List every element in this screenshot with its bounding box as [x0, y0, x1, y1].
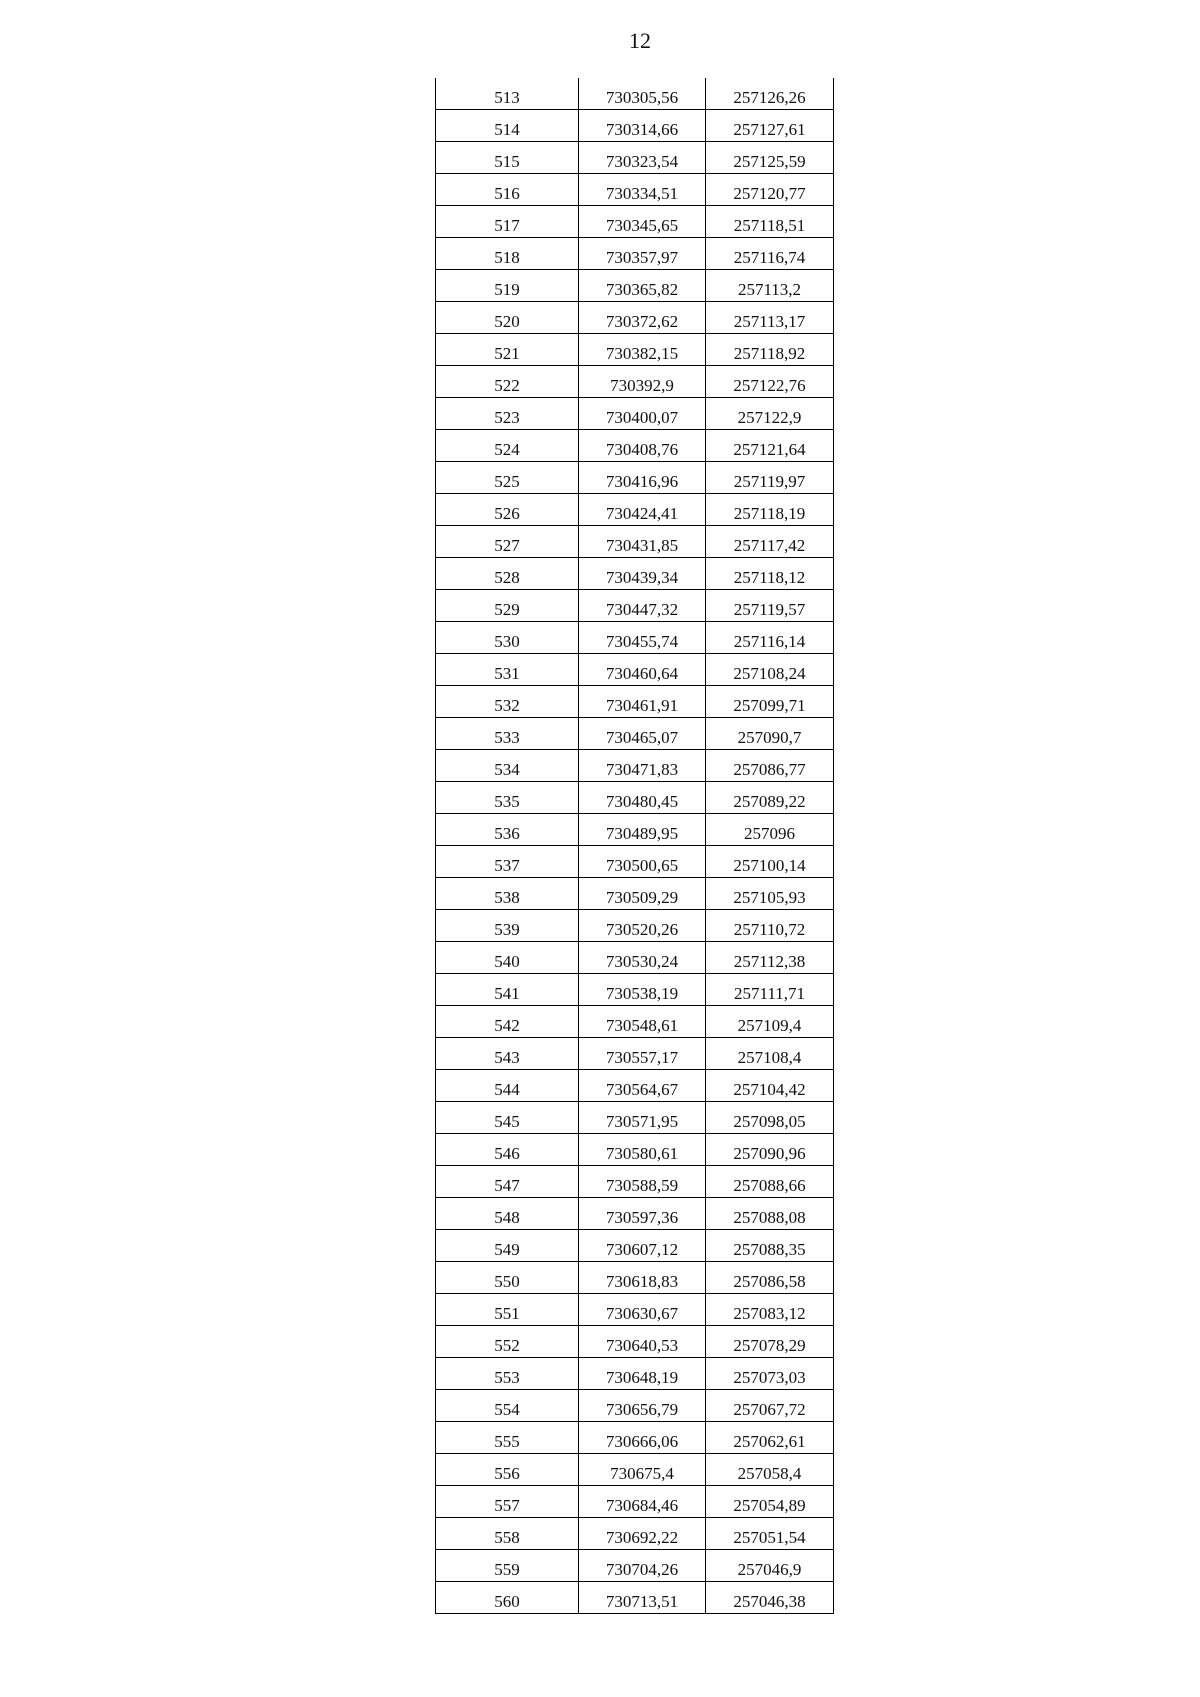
point-number-cell: 523	[436, 398, 579, 430]
x-coordinate-cell: 730365,82	[579, 270, 706, 302]
x-coordinate-cell: 730392,9	[579, 366, 706, 398]
x-coordinate-cell: 730471,83	[579, 750, 706, 782]
y-coordinate-cell: 257118,12	[706, 558, 834, 590]
y-coordinate-cell: 257118,51	[706, 206, 834, 238]
point-number-cell: 520	[436, 302, 579, 334]
point-number-cell: 524	[436, 430, 579, 462]
point-number-cell: 526	[436, 494, 579, 526]
table-row	[436, 302, 834, 334]
point-number-cell: 527	[436, 526, 579, 558]
y-coordinate-cell: 257116,74	[706, 238, 834, 270]
y-coordinate-cell: 257046,9	[706, 1550, 834, 1582]
x-coordinate-cell: 730509,29	[579, 878, 706, 910]
table-row	[436, 142, 834, 174]
point-number-cell: 539	[436, 910, 579, 942]
table-row	[436, 1262, 834, 1294]
point-number-cell: 519	[436, 270, 579, 302]
table-row	[436, 366, 834, 398]
table-row	[436, 974, 834, 1006]
table-row	[436, 1102, 834, 1134]
point-number-cell: 533	[436, 718, 579, 750]
point-number-cell: 555	[436, 1422, 579, 1454]
table-row	[436, 1550, 834, 1582]
point-number-cell: 528	[436, 558, 579, 590]
y-coordinate-cell: 257104,42	[706, 1070, 834, 1102]
x-coordinate-cell: 730408,76	[579, 430, 706, 462]
y-coordinate-cell: 257058,4	[706, 1454, 834, 1486]
table-row	[436, 1134, 834, 1166]
table-row	[436, 398, 834, 430]
point-number-cell: 535	[436, 782, 579, 814]
x-coordinate-cell: 730618,83	[579, 1262, 706, 1294]
point-number-cell: 534	[436, 750, 579, 782]
point-number-cell: 542	[436, 1006, 579, 1038]
x-coordinate-cell: 730571,95	[579, 1102, 706, 1134]
y-coordinate-cell: 257054,89	[706, 1486, 834, 1518]
x-coordinate-cell: 730305,56	[579, 78, 706, 110]
y-coordinate-cell: 257096	[706, 814, 834, 846]
point-number-cell: 557	[436, 1486, 579, 1518]
table-row	[436, 686, 834, 718]
y-coordinate-cell: 257125,59	[706, 142, 834, 174]
x-coordinate-cell: 730684,46	[579, 1486, 706, 1518]
x-coordinate-cell: 730548,61	[579, 1006, 706, 1038]
y-coordinate-cell: 257098,05	[706, 1102, 834, 1134]
table-row	[436, 1198, 834, 1230]
y-coordinate-cell: 257099,71	[706, 686, 834, 718]
point-number-cell: 515	[436, 142, 579, 174]
table-row	[436, 238, 834, 270]
x-coordinate-cell: 730607,12	[579, 1230, 706, 1262]
coordinates-table-body	[436, 78, 834, 1614]
x-coordinate-cell: 730557,17	[579, 1038, 706, 1070]
x-coordinate-cell: 730323,54	[579, 142, 706, 174]
y-coordinate-cell: 257090,96	[706, 1134, 834, 1166]
y-coordinate-cell: 257118,92	[706, 334, 834, 366]
x-coordinate-cell: 730416,96	[579, 462, 706, 494]
x-coordinate-cell: 730640,53	[579, 1326, 706, 1358]
x-coordinate-cell: 730424,41	[579, 494, 706, 526]
point-number-cell: 546	[436, 1134, 579, 1166]
x-coordinate-cell: 730564,67	[579, 1070, 706, 1102]
point-number-cell: 529	[436, 590, 579, 622]
point-number-cell: 538	[436, 878, 579, 910]
x-coordinate-cell: 730372,62	[579, 302, 706, 334]
y-coordinate-cell: 257100,14	[706, 846, 834, 878]
y-coordinate-cell: 257113,2	[706, 270, 834, 302]
y-coordinate-cell: 257051,54	[706, 1518, 834, 1550]
x-coordinate-cell: 730666,06	[579, 1422, 706, 1454]
y-coordinate-cell: 257046,38	[706, 1582, 834, 1614]
y-coordinate-cell: 257105,93	[706, 878, 834, 910]
x-coordinate-cell: 730345,65	[579, 206, 706, 238]
y-coordinate-cell: 257090,7	[706, 718, 834, 750]
point-number-cell: 525	[436, 462, 579, 494]
x-coordinate-cell: 730648,19	[579, 1358, 706, 1390]
table-row	[436, 494, 834, 526]
table-row	[436, 1166, 834, 1198]
x-coordinate-cell: 730382,15	[579, 334, 706, 366]
table-row	[436, 1006, 834, 1038]
point-number-cell: 558	[436, 1518, 579, 1550]
y-coordinate-cell: 257067,72	[706, 1390, 834, 1422]
table-row	[436, 1038, 834, 1070]
table-row	[436, 1454, 834, 1486]
x-coordinate-cell: 730538,19	[579, 974, 706, 1006]
x-coordinate-cell: 730580,61	[579, 1134, 706, 1166]
y-coordinate-cell: 257088,35	[706, 1230, 834, 1262]
y-coordinate-cell: 257086,58	[706, 1262, 834, 1294]
y-coordinate-cell: 257108,4	[706, 1038, 834, 1070]
table-row	[436, 1294, 834, 1326]
table-row	[436, 462, 834, 494]
table-row	[436, 334, 834, 366]
table-row	[436, 1230, 834, 1262]
table-row	[436, 718, 834, 750]
table-row	[436, 1486, 834, 1518]
point-number-cell: 518	[436, 238, 579, 270]
table-row	[436, 942, 834, 974]
point-number-cell: 549	[436, 1230, 579, 1262]
y-coordinate-cell: 257110,72	[706, 910, 834, 942]
y-coordinate-cell: 257062,61	[706, 1422, 834, 1454]
y-coordinate-cell: 257116,14	[706, 622, 834, 654]
table-row	[436, 1326, 834, 1358]
y-coordinate-cell: 257073,03	[706, 1358, 834, 1390]
table-row	[436, 430, 834, 462]
point-number-cell: 521	[436, 334, 579, 366]
point-number-cell: 548	[436, 1198, 579, 1230]
point-number-cell: 522	[436, 366, 579, 398]
x-coordinate-cell: 730489,95	[579, 814, 706, 846]
x-coordinate-cell: 730400,07	[579, 398, 706, 430]
table-row	[436, 206, 834, 238]
x-coordinate-cell: 730692,22	[579, 1518, 706, 1550]
x-coordinate-cell: 730447,32	[579, 590, 706, 622]
y-coordinate-cell: 257088,66	[706, 1166, 834, 1198]
y-coordinate-cell: 257119,57	[706, 590, 834, 622]
y-coordinate-cell: 257122,76	[706, 366, 834, 398]
y-coordinate-cell: 257112,38	[706, 942, 834, 974]
point-number-cell: 550	[436, 1262, 579, 1294]
x-coordinate-cell: 730704,26	[579, 1550, 706, 1582]
y-coordinate-cell: 257113,17	[706, 302, 834, 334]
point-number-cell: 514	[436, 110, 579, 142]
point-number-cell: 543	[436, 1038, 579, 1070]
table-row	[436, 1070, 834, 1102]
table-row	[436, 590, 834, 622]
x-coordinate-cell: 730500,65	[579, 846, 706, 878]
table-row	[436, 526, 834, 558]
table-row	[436, 814, 834, 846]
table-row	[436, 782, 834, 814]
x-coordinate-cell: 730431,85	[579, 526, 706, 558]
table-row	[436, 846, 834, 878]
table-row	[436, 654, 834, 686]
x-coordinate-cell: 730480,45	[579, 782, 706, 814]
point-number-cell: 547	[436, 1166, 579, 1198]
point-number-cell: 517	[436, 206, 579, 238]
point-number-cell: 556	[436, 1454, 579, 1486]
table-row	[436, 1582, 834, 1614]
y-coordinate-cell: 257111,71	[706, 974, 834, 1006]
x-coordinate-cell: 730314,66	[579, 110, 706, 142]
x-coordinate-cell: 730439,34	[579, 558, 706, 590]
point-number-cell: 559	[436, 1550, 579, 1582]
x-coordinate-cell: 730630,67	[579, 1294, 706, 1326]
point-number-cell: 551	[436, 1294, 579, 1326]
table-row	[436, 1518, 834, 1550]
x-coordinate-cell: 730460,64	[579, 654, 706, 686]
point-number-cell: 516	[436, 174, 579, 206]
x-coordinate-cell: 730597,36	[579, 1198, 706, 1230]
y-coordinate-cell: 257109,4	[706, 1006, 834, 1038]
table-row	[436, 78, 834, 110]
y-coordinate-cell: 257117,42	[706, 526, 834, 558]
point-number-cell: 541	[436, 974, 579, 1006]
x-coordinate-cell: 730656,79	[579, 1390, 706, 1422]
y-coordinate-cell: 257120,77	[706, 174, 834, 206]
y-coordinate-cell: 257126,26	[706, 78, 834, 110]
y-coordinate-cell: 257108,24	[706, 654, 834, 686]
table-row	[436, 910, 834, 942]
point-number-cell: 530	[436, 622, 579, 654]
point-number-cell: 513	[436, 78, 579, 110]
table-row	[436, 1422, 834, 1454]
table-row	[436, 622, 834, 654]
y-coordinate-cell: 257089,22	[706, 782, 834, 814]
point-number-cell: 540	[436, 942, 579, 974]
point-number-cell: 553	[436, 1358, 579, 1390]
point-number-cell: 545	[436, 1102, 579, 1134]
table-row	[436, 558, 834, 590]
x-coordinate-cell: 730334,51	[579, 174, 706, 206]
y-coordinate-cell: 257122,9	[706, 398, 834, 430]
point-number-cell: 532	[436, 686, 579, 718]
x-coordinate-cell: 730520,26	[579, 910, 706, 942]
point-number-cell: 537	[436, 846, 579, 878]
table-row	[436, 878, 834, 910]
point-number-cell: 544	[436, 1070, 579, 1102]
y-coordinate-cell: 257127,61	[706, 110, 834, 142]
table-row	[436, 174, 834, 206]
point-number-cell: 554	[436, 1390, 579, 1422]
table-row	[436, 1358, 834, 1390]
coordinates-table	[435, 78, 834, 1614]
x-coordinate-cell: 730357,97	[579, 238, 706, 270]
x-coordinate-cell: 730465,07	[579, 718, 706, 750]
table-row	[436, 270, 834, 302]
x-coordinate-cell: 730713,51	[579, 1582, 706, 1614]
x-coordinate-cell: 730461,91	[579, 686, 706, 718]
x-coordinate-cell: 730455,74	[579, 622, 706, 654]
point-number-cell: 536	[436, 814, 579, 846]
page-number: 12	[629, 28, 651, 53]
y-coordinate-cell: 257083,12	[706, 1294, 834, 1326]
x-coordinate-cell: 730675,4	[579, 1454, 706, 1486]
y-coordinate-cell: 257118,19	[706, 494, 834, 526]
table-row	[436, 1390, 834, 1422]
y-coordinate-cell: 257119,97	[706, 462, 834, 494]
point-number-cell: 531	[436, 654, 579, 686]
y-coordinate-cell: 257088,08	[706, 1198, 834, 1230]
y-coordinate-cell: 257078,29	[706, 1326, 834, 1358]
x-coordinate-cell: 730530,24	[579, 942, 706, 974]
table-row	[436, 110, 834, 142]
point-number-cell: 560	[436, 1582, 579, 1614]
point-number-cell: 552	[436, 1326, 579, 1358]
x-coordinate-cell: 730588,59	[579, 1166, 706, 1198]
y-coordinate-cell: 257086,77	[706, 750, 834, 782]
table-row	[436, 750, 834, 782]
y-coordinate-cell: 257121,64	[706, 430, 834, 462]
